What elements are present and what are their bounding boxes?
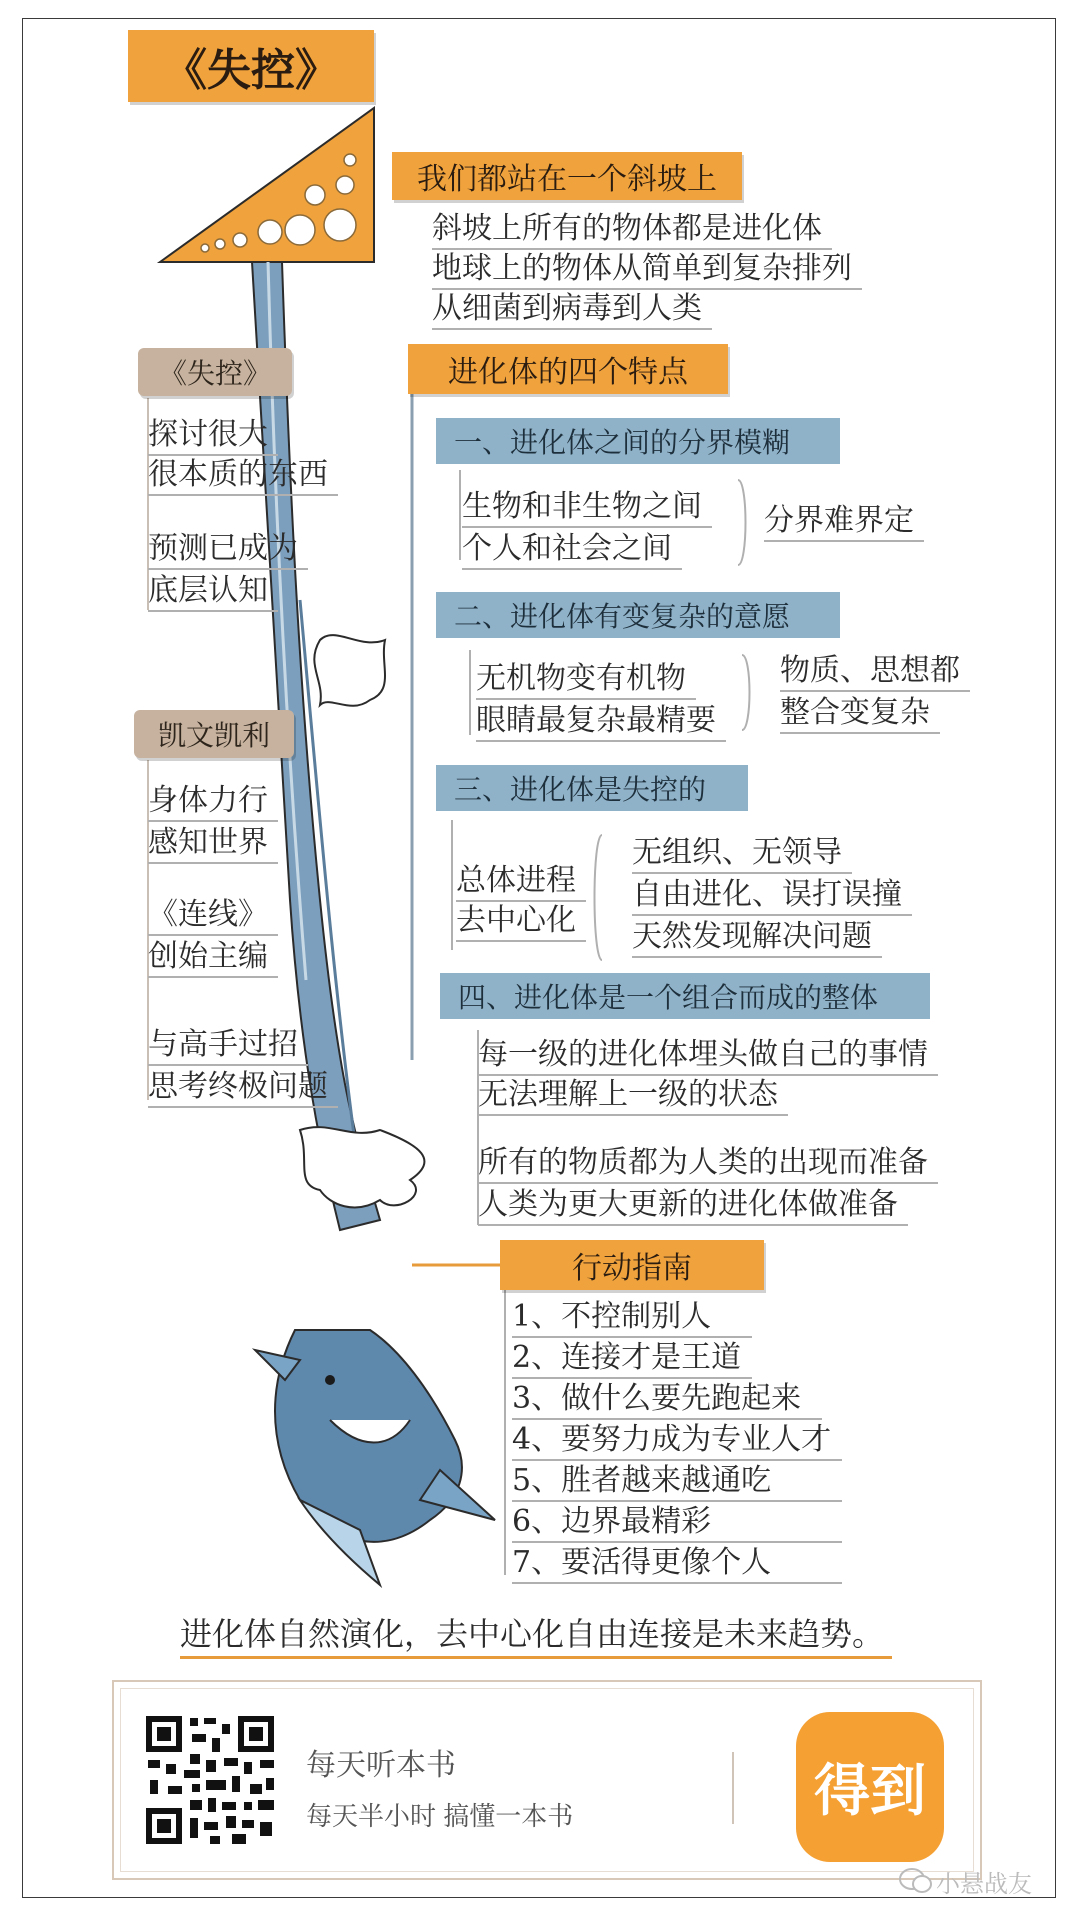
feature-3-heading: 三、进化体是失控的 [436, 765, 748, 811]
feature-4-item: 无法理解上一级的状态 [478, 1076, 788, 1116]
feature-3-item: 天然发现解决问题 [632, 918, 882, 958]
feature-3-item: 无组织、无领导 [632, 834, 852, 874]
action-item: 4、要努力成为专业人才 [512, 1421, 842, 1461]
author-item: 感知世界 [148, 824, 278, 864]
feature-2-item: 眼睛最复杂最精要 [476, 702, 726, 742]
slope-triangle-icon [160, 108, 374, 262]
feature-4-heading: 四、进化体是一个组合而成的整体 [440, 973, 930, 1019]
feature-1-conclusion: 分界难界定 [764, 502, 924, 542]
dedao-logo: 得到 [796, 1712, 944, 1862]
action-item: 5、胜者越来越通吃 [512, 1462, 842, 1502]
feature-4-item: 每一级的进化体埋头做自己的事情 [478, 1036, 938, 1076]
action-item: 7、要活得更像个人 [512, 1544, 842, 1584]
feature-2-conclusion: 物质、思想都 [780, 652, 970, 692]
slope-heading: 我们都站在一个斜坡上 [392, 152, 742, 200]
action-item: 2、连接才是王道 [512, 1339, 752, 1379]
feature-2-heading: 二、进化体有变复杂的意愿 [436, 592, 840, 638]
book-label: 《失控》 [138, 348, 292, 396]
feature-2-item: 无机物变有机物 [476, 660, 696, 700]
book-item: 很本质的东西 [148, 456, 338, 496]
author-item: 创始主编 [148, 938, 278, 978]
action-item: 6、边界最精彩 [512, 1503, 842, 1543]
feature-4-item: 所有的物质都为人类的出现而准备 [478, 1144, 938, 1184]
wechat-icon [898, 1866, 934, 1896]
feature-3-left: 去中心化 [456, 902, 586, 942]
footer-divider [732, 1752, 734, 1824]
feature-1-item: 个人和社会之间 [462, 530, 682, 570]
watermark-text: 小悬战友 [936, 1871, 1032, 1898]
summary-text: 进化体自然演化，去中心化自由连接是未来趋势。 [180, 1612, 892, 1659]
book-item: 预测已成为 [148, 530, 308, 570]
feature-1-heading: 一、进化体之间的分界模糊 [436, 418, 840, 464]
author-item: 身体力行 [148, 782, 278, 822]
slope-item: 斜坡上所有的物体都是进化体 [432, 210, 832, 250]
action-heading: 行动指南 [500, 1240, 764, 1290]
book-item: 底层认知 [148, 572, 278, 612]
author-item: 思考终极问题 [148, 1068, 338, 1108]
page-title: 《失控》 [128, 30, 374, 102]
author-item: 与高手过招 [148, 1026, 308, 1066]
feature-4-item: 人类为更大更新的进化体做准备 [478, 1186, 908, 1226]
action-item: 3、做什么要先跑起来 [512, 1380, 822, 1420]
qr-code-icon [140, 1710, 280, 1850]
feature-3-item: 自由进化、误打误撞 [632, 876, 912, 916]
author-label: 凯文凯利 [134, 710, 294, 758]
footer-subslogan: 每天半小时 搞懂一本书 [306, 1801, 574, 1831]
features-heading: 进化体的四个特点 [408, 344, 728, 394]
slope-item: 地球上的物体从简单到复杂排列 [432, 250, 862, 290]
author-item: 《连线》 [148, 896, 278, 936]
footer-slogan: 每天听本书 [306, 1749, 456, 1782]
feature-3-left: 总体进程 [456, 862, 586, 902]
shark-icon [255, 1330, 495, 1585]
feature-1-item: 生物和非生物之间 [462, 488, 712, 528]
book-item: 探讨很大 [148, 416, 278, 456]
slope-item: 从细菌到病毒到人类 [432, 290, 712, 330]
action-item: 1、不控制别人 [512, 1298, 752, 1338]
feature-2-conclusion: 整合变复杂 [780, 694, 940, 734]
